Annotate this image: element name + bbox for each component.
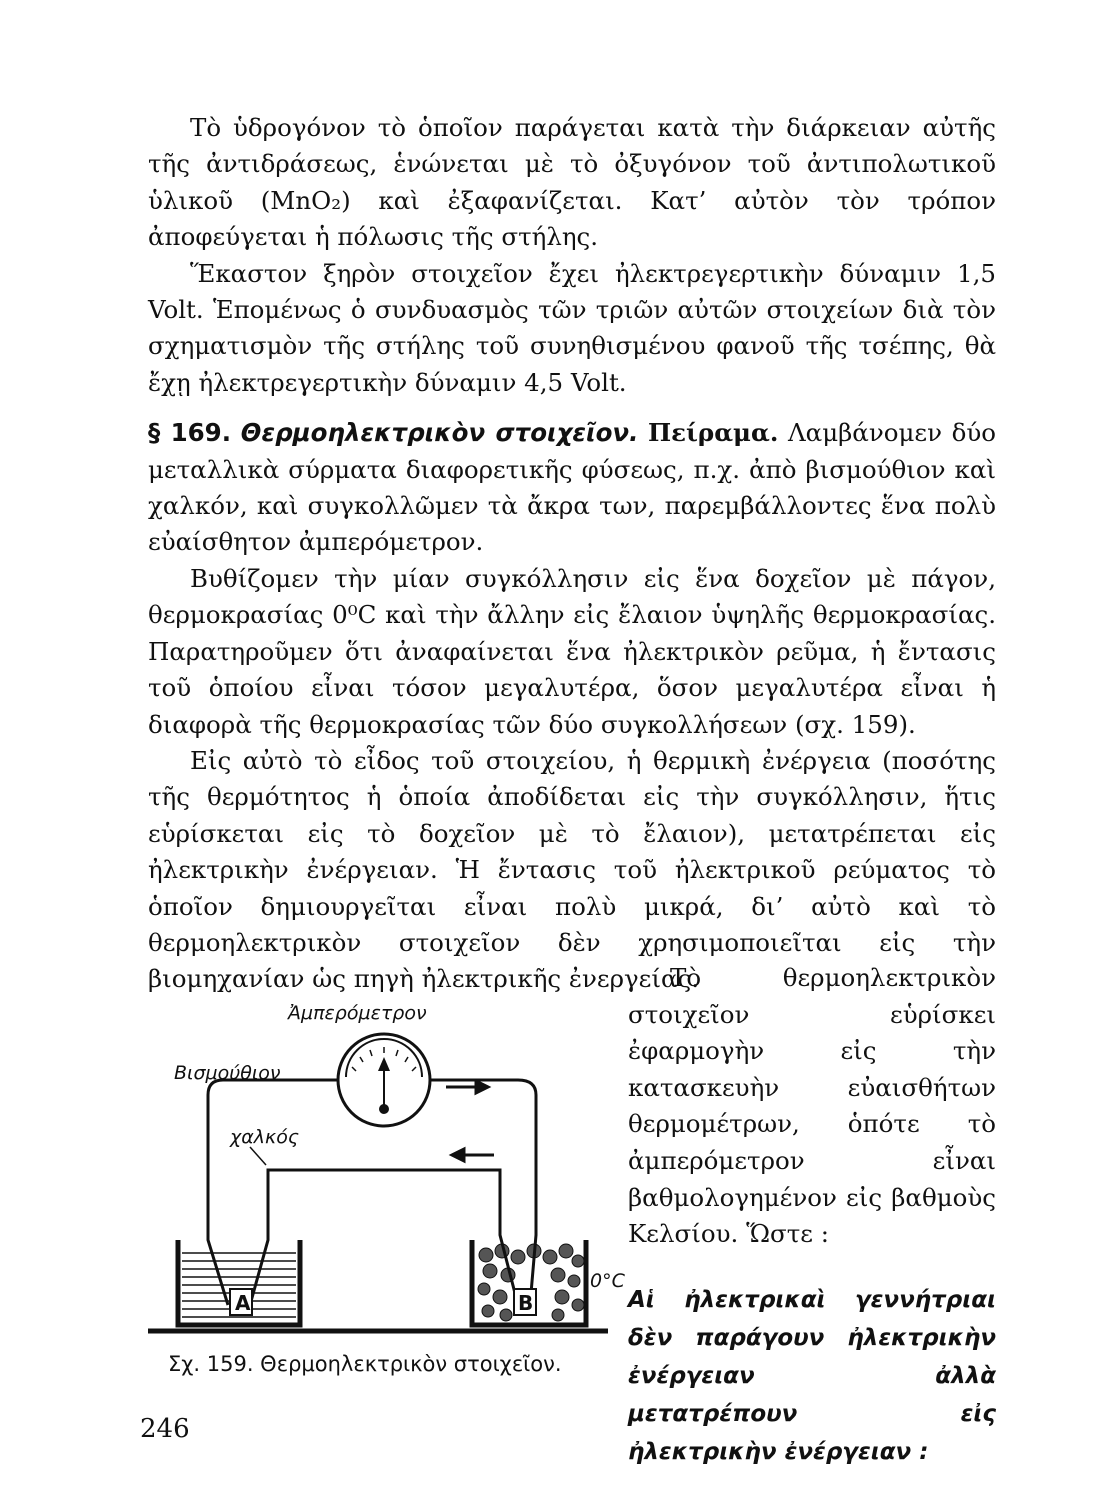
junction-b-label: B bbox=[518, 1291, 534, 1315]
label-bismuth: Βισμούθιον bbox=[174, 1062, 281, 1084]
current-arrows bbox=[446, 1081, 494, 1161]
paragraph-thermometer-application: Τὸ θερμοηλεκτρικὸν στοιχεῖον εὑρίσκει ἐφαρμογὴν εἰς τὴν κατασκευὴν εὐαισθήτων θερμομέτρων, ὁπότε τὸ ἀμπερόμετρον εἶναι βαθμολογημένον εἰς βαθμοὺς Κελσίου. Ὥστε : bbox=[628, 963, 996, 1249]
figure-caption: Σχ. 159. Θερμοηλεκτρικὸν στοιχεῖον. bbox=[168, 1352, 562, 1376]
bold-statement: Αἱ ἠλεκτρικαὶ γεννήτριαι δὲν παράγουν ἠλεκτρικὴν ἐνέργειαν ἀλλὰ μετατρέπουν εἰς ἠλεκτρικὴν ἐνέργειαν : bbox=[628, 1286, 996, 1465]
page-number: 246 bbox=[140, 1414, 190, 1444]
paragraph-energy-conversion: Εἰς αὐτὸ τὸ εἶδος τοῦ στοιχείου, ἡ θερμικὴ ἐνέργεια (ποσότης τῆς θερμότητος ἡ ὁποία ἀποδίδεται εἰς τὴν συγκόλλησιν, ἥτις εὑρίσκεται εἰς τὸ δοχεῖον μὲ τὸ ἔλαιον), μετατρέπεται εἰς ἠλεκτρικὴν ἐνέργειαν. Ἡ ἔντασις τοῦ ἠλεκτρικοῦ ρεύματος τὸ ὁποῖον δημιουργεῖται εἶναι πολὺ μικρά, δι’ αὐτὸ καὶ τὸ θερμοηλεκτρικὸν στοιχεῖον δὲν χρησιμοποιεῖται εἰς τὴν βιομηχανίαν ὡς πηγὴ ἠλεκτρικῆς ἐνεργείας. bbox=[148, 745, 996, 994]
paragraph-immersion: Βυθίζομεν τὴν μίαν συγκόλλησιν εἰς ἕνα δοχεῖον μὲ πάγον, θερμοκρασίας 0⁰C καὶ τὴν ἄλλην εἰς ἔλαιον ὑψηλῆς θερμοκρασίας. Παρατηροῦμεν ὅτι ἀναφαίνεται ἕνα ἠλεκτρικὸν ρεῦμα, ἡ ἔντασις τοῦ ὁποίου εἶναι τόσον μεγαλυτέρα, ὅσον μεγαλυτέρα εἶναι ἡ διαφορὰ τῆς θερμοκρασίας τῶν δύο συγκολλήσεων (σχ. 159). bbox=[148, 563, 996, 739]
paragraph-hydrogen: Τὸ ὑδρογόνον τὸ ὁποῖον παράγεται κατὰ τὴν διάρκειαν αὐτῆς τῆς ἀντιδράσεως, ἑνώνεται μὲ τὸ ὀξυγόνον τοῦ ἀντιπολωτικοῦ ὑλικοῦ (MnO₂) καὶ ἐξαφανίζεται. Κατ’ αὐτὸν τὸν τρόπον ἀποφεύγεται ἡ πόλωσις τῆς στήλης. bbox=[148, 113, 996, 252]
section-169 bbox=[148, 415, 996, 561]
label-ammeter: Ἀμπερόμετρον bbox=[288, 1002, 427, 1024]
thermocouple-figure bbox=[138, 985, 625, 1385]
section-title: Θερμοηλεκτρικὸν στοιχεῖον. bbox=[240, 418, 639, 448]
right-column bbox=[628, 960, 996, 1494]
paragraph-dry-cell: Ἕκαστον ξηρὸν στοιχεῖον ἔχει ἠλεκτρεγερτικὴν δύναμιν 1,5 Volt. Ἑπομένως ὁ συνδυασμὸς τῶν τριῶν αὐτῶν στοιχείων διὰ τὸν σχηματισμὸν τῆς στήλης τοῦ συνηθισμένου φανοῦ τῆς τσέπης, θὰ ἔχῃ ἠλεκτρεγερτικὴν δύναμιν 4,5 Volt. bbox=[148, 258, 996, 397]
section-experiment-label: Πείραμα. bbox=[648, 418, 779, 448]
main-text bbox=[148, 110, 996, 998]
junction-a-label: A bbox=[235, 1291, 251, 1315]
section-number: § 169. bbox=[148, 418, 232, 448]
section-text: Λαμβάνομεν δύο μεταλλικὰ σύρματα διαφορετικῆς φύσεως, π.χ. ἀπὸ βισμούθιον καὶ χαλκόν, καὶ συγκολλῶμεν τὰ ἄκρα των, παρεμβάλλοντες ἕνα πολὺ εὐαίσθητον ἀμπερόμετρον. bbox=[148, 418, 996, 557]
label-copper: χαλκός bbox=[230, 1126, 299, 1148]
label-zero-celsius: 0°C bbox=[590, 1270, 625, 1292]
